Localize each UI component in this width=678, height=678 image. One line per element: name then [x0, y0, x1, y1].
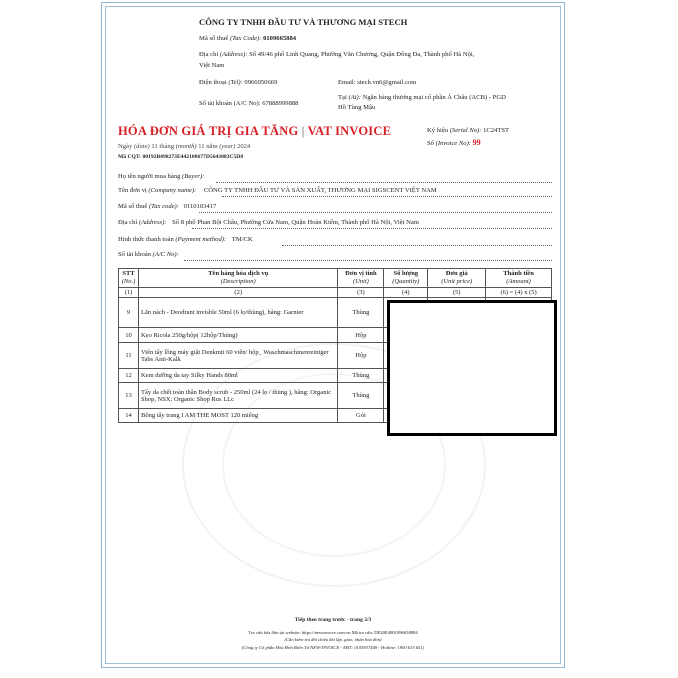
- header-quantity-en: (Quantity): [392, 278, 420, 285]
- buyer-address: Số 8 phố Phan Bội Châu, Phường Cửa Nam, Quận Hoàn Kiếm, Thành phố Hà Nội, Việt Nam: [172, 219, 419, 226]
- seller-phone: 0966950669: [244, 79, 278, 86]
- seller-email-row: [338, 79, 416, 87]
- row-description: Bông tẩy trang I AM THE MOST 120 miếng: [138, 409, 337, 423]
- row-no: 11: [119, 343, 139, 369]
- header-no-vi: STT: [122, 270, 135, 277]
- header-description-en: (Description): [220, 278, 256, 285]
- invoice-number: 99: [472, 138, 481, 147]
- seller-email: stech.vn6@gmail.com: [357, 79, 417, 86]
- row-description: Tẩy da chết toàn thân Body scrub - 250ml (24 lọ / thùng ), hãng: Organic Shop, NSX: Organic Shop Rus LLc: [138, 383, 337, 409]
- year-label-en: (year): [219, 143, 236, 150]
- table-index-row: [119, 288, 552, 298]
- serial-label: Ký hiệu: [427, 127, 449, 134]
- date-word: Ngày: [118, 143, 133, 150]
- index-cell: (6) = (4) x (5): [486, 288, 552, 298]
- invoice-title-vi: HÓA ĐƠN GIÁ TRỊ GIA TĂNG: [118, 124, 299, 138]
- seller-tax-code: 0109665884: [263, 35, 297, 42]
- seller-bank-label: Tại: [338, 94, 347, 101]
- row-unit: Hộp: [338, 328, 384, 343]
- seller-phone-row: [199, 79, 277, 87]
- seller-address-label-en: (Address):: [219, 51, 248, 58]
- row-unit: Thùng: [338, 369, 384, 383]
- invoice-title-separator: |: [301, 124, 305, 138]
- seller-bank-line1: Ngân hàng thương mại cổ phần Á Châu (ACB) - PGD: [362, 94, 506, 101]
- invoice-number-label: Số: [427, 140, 434, 147]
- seller-address-line2: Việt Nam: [199, 62, 225, 69]
- cqt-label: Mã CQT:: [118, 154, 142, 160]
- header-quantity-vi: Số lượng: [393, 270, 419, 277]
- buyer-tax-label-en: (Tax code):: [148, 203, 179, 210]
- footer-provider: (Công ty Cổ phần Hóa Đơn Điện Tử NEW-INVOICE - MST: 0105937449 - Hotline: 1900 633 651): [241, 645, 425, 650]
- header-unit-price: [428, 269, 486, 288]
- row-description: Kẹo Ricola 250g/hộp( 12hộp/Thùng): [138, 328, 337, 343]
- index-cell: (1): [119, 288, 139, 298]
- row-no: 14: [119, 409, 139, 423]
- buyer-tax-line: [199, 212, 552, 213]
- header-amount-en: (Amount): [506, 278, 531, 285]
- date-year: 2024: [237, 143, 251, 150]
- header-unit-en: (Unit): [352, 278, 369, 285]
- year-word: năm: [206, 143, 218, 150]
- header-no-en: (No.): [121, 278, 136, 285]
- cqt-code: 00192B498273E442108677D5643083C5D8: [142, 154, 244, 160]
- redaction-box: [387, 300, 557, 436]
- row-description: Viên tẩy lồng máy giặt Denkmit 60 viên/ hộp_ Waschmaschinenreiniger Tabs Anti-Kalk: [138, 343, 337, 369]
- buyer-payment-label-en: (Payment method):: [175, 236, 227, 243]
- buyer-payment-line: [282, 245, 552, 246]
- buyer-address-row: [118, 219, 419, 227]
- buyer-company: CÔNG TY TNHH ĐẦU TƯ VÀ SẢN XUẤT, THƯƠNG MẠI SIGSCENT VIỆT NAM: [203, 187, 437, 194]
- header-unit-price-vi: Đơn giá: [445, 270, 468, 277]
- buyer-account-line: [184, 260, 552, 261]
- row-description: Kem dưỡng da tay Silky Hands 80ml: [138, 369, 337, 383]
- serial-value: 1C24TST: [483, 127, 510, 134]
- buyer-tax-row: [118, 203, 216, 211]
- buyer-name-label-en: (Buyer):: [182, 173, 205, 180]
- index-cell: (5): [428, 288, 486, 298]
- row-no: 13: [119, 383, 139, 409]
- seller-account-label: Số tài khoản (A/C No):: [199, 100, 261, 107]
- buyer-company-label-en: (Company name):: [148, 187, 197, 194]
- index-cell: (3): [338, 288, 384, 298]
- serial-row: [427, 127, 509, 135]
- buyer-account-label: Số tài khoản: [118, 251, 151, 258]
- buyer-name-row: [118, 173, 204, 181]
- row-no: 10: [119, 328, 139, 343]
- invoice-title: [118, 124, 391, 139]
- footer-lookup: Tra cứu hóa đơn tại website: https://newinvoice.com.vn Mã tra cứu: DE20E4801096658884: [248, 630, 418, 635]
- buyer-address-line: [192, 228, 552, 229]
- row-unit: Hộp: [338, 343, 384, 369]
- buyer-account-row: [118, 251, 179, 259]
- buyer-address-label-en: (Address):: [138, 219, 167, 226]
- date-day: 11: [151, 143, 158, 150]
- seller-account-row: [199, 100, 298, 108]
- serial-label-en: (Serial No):: [449, 127, 482, 134]
- row-unit: Gói: [338, 409, 384, 423]
- header-description-vi: Tên hàng hóa dịch vụ: [208, 270, 269, 277]
- seller-address-label: Địa chỉ: [199, 51, 219, 58]
- buyer-payment-label: Hình thức thanh toán: [118, 236, 174, 243]
- index-cell: (4): [384, 288, 428, 298]
- seller-account: 67888999888: [262, 100, 299, 107]
- header-unit-price-en: (Unit price): [441, 278, 473, 285]
- seller-email-label: Email:: [338, 79, 356, 86]
- footer-continue: Tiếp theo trang trước - trang 2/3: [294, 617, 372, 623]
- month-word: tháng: [159, 143, 175, 150]
- seller-tax-label: Mã số thuế: [199, 35, 229, 42]
- seller-phone-label-en: (Tel):: [228, 79, 243, 86]
- header-amount: [486, 269, 552, 288]
- buyer-payment-row: [118, 236, 253, 244]
- footer-note: (Cần kiểm tra đối chiếu khi lập, giao, nhận hóa đơn): [284, 637, 382, 642]
- invoice-number-row: [427, 139, 481, 148]
- seller-phone-label: Điện thoại: [199, 79, 227, 86]
- seller-bank-row: [338, 94, 506, 102]
- row-description: Lăn nách - Deodrant invisble 50ml (6 lọ/thùng), hãng: Garnier: [138, 298, 337, 328]
- seller-company-name: CÔNG TY TNHH ĐẦU TƯ VÀ THƯƠNG MẠI STECH: [199, 17, 408, 27]
- invoice-date: [118, 143, 250, 151]
- seller-bank-label-en: (At):: [348, 94, 361, 101]
- invoice-title-en: VAT INVOICE: [307, 124, 392, 138]
- header-unit-vi: Đơn vị tính: [345, 270, 377, 277]
- buyer-company-line: [222, 196, 552, 197]
- buyer-tax-label: Mã số thuế: [118, 203, 148, 210]
- header-no: [119, 269, 139, 288]
- invoice-number-label-en: (Invoice No):: [435, 140, 471, 147]
- buyer-name-label: Họ tên người mua hàng: [118, 173, 181, 180]
- index-cell: (2): [138, 288, 337, 298]
- header-unit: [338, 269, 384, 288]
- seller-tax-label-en: (Tax Code):: [229, 35, 262, 42]
- cqt-row: [118, 154, 243, 160]
- month-label-en: (month): [175, 143, 197, 150]
- seller-tax-row: [199, 35, 296, 43]
- seller-bank-line2: Hồ Tùng Mậu: [338, 104, 376, 111]
- buyer-company-row: [118, 187, 437, 195]
- row-no: 12: [119, 369, 139, 383]
- seller-address-line1: Số 49/46 phố Linh Quang, Phường Văn Chương, Quận Đống Đa, Thành phố Hà Nội,: [249, 51, 475, 58]
- row-unit: Thùng: [338, 298, 384, 328]
- row-no: 9: [119, 298, 139, 328]
- buyer-payment: TM/CK: [231, 236, 253, 243]
- table-header-row: [119, 269, 552, 288]
- date-month: 11: [198, 143, 205, 150]
- buyer-address-label: Địa chỉ: [118, 219, 138, 226]
- date-label-en: (date): [133, 143, 150, 150]
- header-description: [138, 269, 337, 288]
- invoice-page: [101, 2, 565, 668]
- row-unit: Thùng: [338, 383, 384, 409]
- header-quantity: [384, 269, 428, 288]
- header-amount-vi: Thành tiền: [503, 270, 534, 277]
- buyer-tax-code: 0110103417: [183, 203, 217, 210]
- buyer-name-line: [216, 182, 552, 183]
- buyer-account-label-en: (A/C No):: [152, 251, 179, 258]
- buyer-company-label: Tên đơn vị: [118, 187, 147, 194]
- seller-address-row: [199, 51, 474, 59]
